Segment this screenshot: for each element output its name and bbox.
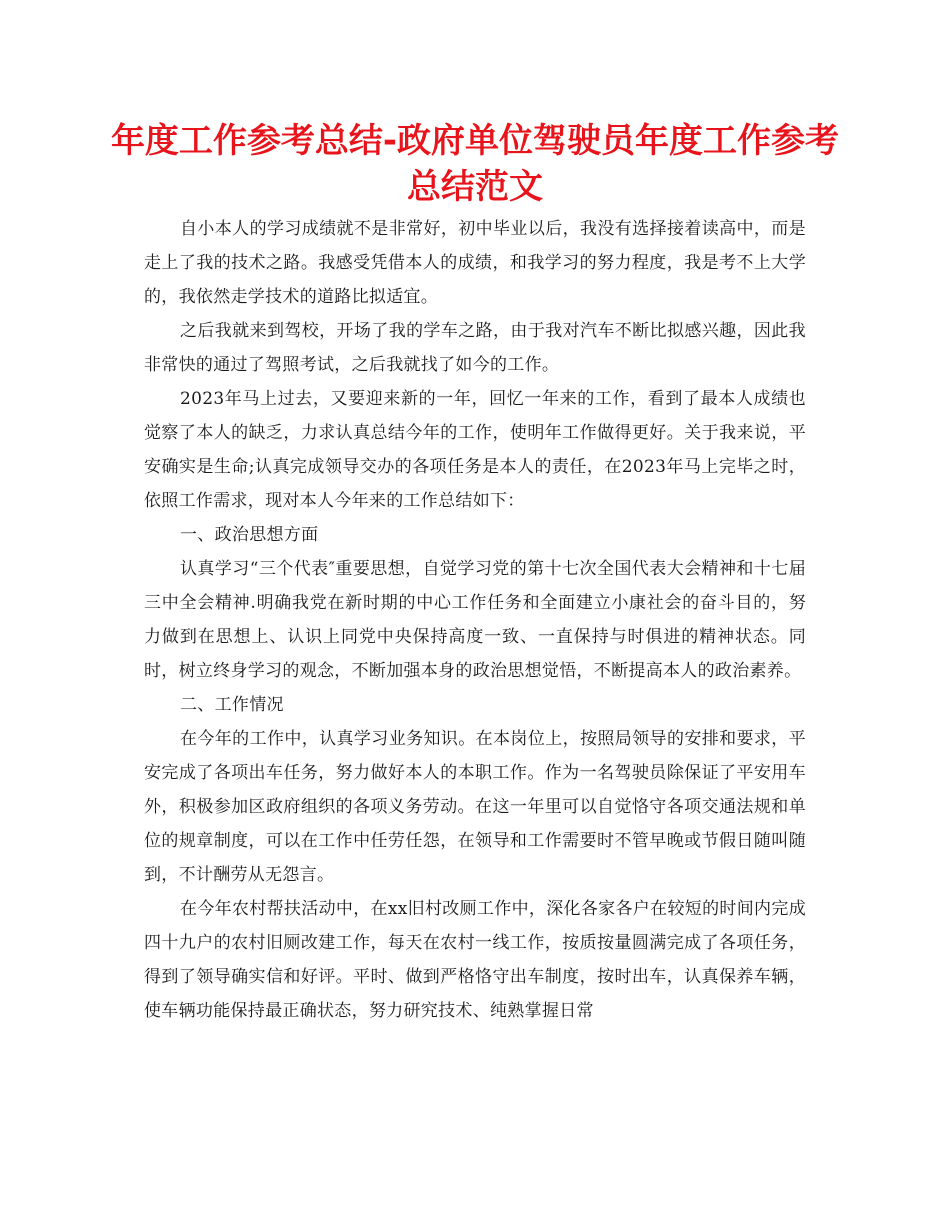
section-heading-work: 二、工作情况 [180, 695, 284, 715]
paragraph-driving-school: 之后我就来到驾校，开场了我的学车之路，由于我对汽车不断比拟感兴趣，因此我非常快的通过了驾照考试，之后我就找了如今的工作。 [144, 321, 806, 375]
paragraph-work: 在今年的工作中，认真学习业务知识。在本岗位上，按照局领导的安排和要求，平安完成了各项出车任务，努力做好本人的本职工作。作为一名驾驶员除保证了平安用车外，积极参加区政府组织的各项义务劳动。在这一年里可以自觉恪守各项交通法规和单位的规章制度，可以在工作中任劳任怨，在领导和工作需要时不管早晚或节假日随叫随到，不计酬劳从无怨言。 [144, 729, 806, 885]
document-title: 年度工作参考总结-政府单位驾驶员年度工作参考总结范文 [110, 121, 840, 207]
document-body [144, 212, 806, 1028]
section-heading-political: 一、政治思想方面 [180, 525, 319, 545]
paragraph-rural-aid: 在今年农村帮扶活动中，在xx旧村改厕工作中，深化各家各户在较短的时间内完成四十九户的农村旧厕改建工作，每天在农村一线工作，按质按量圆满完成了各项任务，得到了领导确实信和好评。平时、做到严格恪守出车制度，按时出车，认真保养车辆，使车辆功能保持最正确状态，努力研究技术、纯熟掌握日常 [144, 899, 806, 1021]
paragraph-year-review: 2023年马上过去，又要迎来新的一年，回忆一年来的工作，看到了最本人成绩也觉察了本人的缺乏，力求认真总结今年的工作，使明年工作做得更好。关于我来说，平安确实是生命;认真完成领导交办的各项任务是本人的责任，在2023年马上完毕之时，依照工作需求，现对本人今年来的工作总结如下： [144, 389, 806, 511]
paragraph-political: 认真学习“三个代表″重要思想，自觉学习党的第十七次全国代表大会精神和十七届三中全会精神.明确我党在新时期的中心工作任务和全面建立小康社会的奋斗目的，努力做到在思想上、认识上同党中央保持高度一致、一直保持与时俱进的精神状态。同时，树立终身学习的观念，不断加强本身的政治思想觉悟，不断提高本人的政治素养。 [144, 559, 806, 681]
paragraph-intro: 自小本人的学习成绩就不是非常好，初中毕业以后，我没有选择接着读高中，而是走上了我的技术之路。我感受凭借本人的成绩，和我学习的努力程度，我是考不上大学的，我依然走学技术的道路比拟适宜。 [144, 219, 806, 307]
